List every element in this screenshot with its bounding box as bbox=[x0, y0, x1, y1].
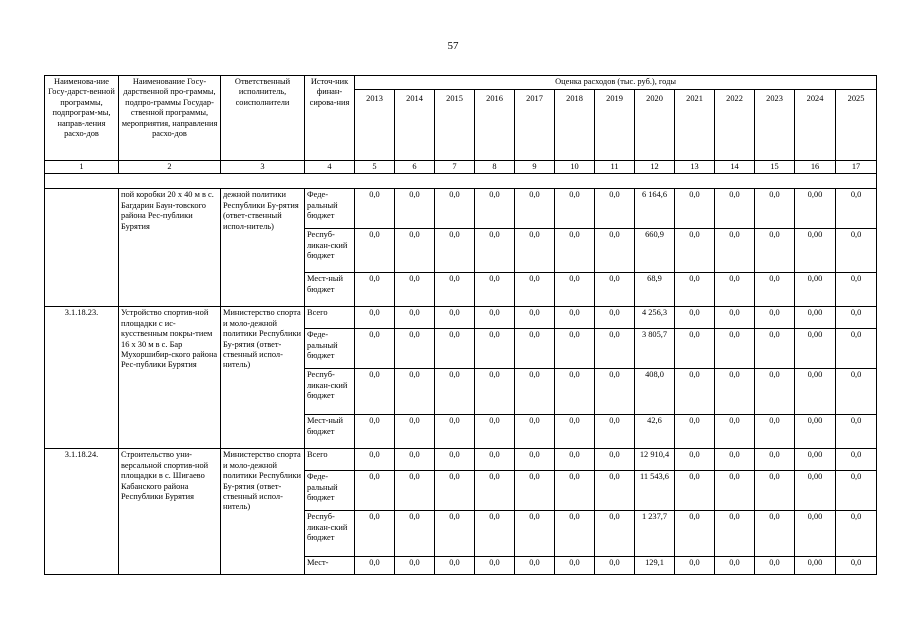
column-number: 17 bbox=[836, 161, 877, 174]
column-number: 2 bbox=[119, 161, 221, 174]
row-value-2021: 0,0 bbox=[675, 189, 715, 229]
row-value-2017: 0,0 bbox=[515, 369, 555, 415]
row-value-2025: 0,0 bbox=[836, 307, 877, 329]
row-value-2021: 0,0 bbox=[675, 511, 715, 557]
row-value-2023: 0,0 bbox=[755, 329, 795, 369]
row-value-2018: 0,0 bbox=[555, 557, 595, 575]
header-estimate: Оценка расходов (тыс. руб.), годы bbox=[355, 76, 877, 90]
row-value-2018: 0,0 bbox=[555, 471, 595, 511]
column-number: 3 bbox=[221, 161, 305, 174]
row-value-2015: 0,0 bbox=[435, 307, 475, 329]
row-value-2023: 0,0 bbox=[755, 229, 795, 273]
column-number: 5 bbox=[355, 161, 395, 174]
header-year-2020: 2020 bbox=[635, 90, 675, 161]
column-number: 10 bbox=[555, 161, 595, 174]
row-value-2016: 0,0 bbox=[475, 511, 515, 557]
column-number: 12 bbox=[635, 161, 675, 174]
row-value-2020: 12 910,4 bbox=[635, 449, 675, 471]
row-value-2025: 0,0 bbox=[836, 329, 877, 369]
header-year-2024: 2024 bbox=[795, 90, 836, 161]
column-number: 13 bbox=[675, 161, 715, 174]
row-value-2020: 4 256,3 bbox=[635, 307, 675, 329]
row-funding-source: Мест-ный бюджет bbox=[305, 415, 355, 449]
row-value-2014: 0,0 bbox=[395, 415, 435, 449]
row-executor: дежной политики Республики Бу-рятия (ответ-ственный испол-нитель) bbox=[221, 189, 305, 307]
column-number: 11 bbox=[595, 161, 635, 174]
row-value-2022: 0,0 bbox=[715, 415, 755, 449]
row-funding-source: Феде-ральный бюджет bbox=[305, 329, 355, 369]
row-value-2024: 0,00 bbox=[795, 189, 836, 229]
row-value-2013: 0,0 bbox=[355, 189, 395, 229]
row-value-2019: 0,0 bbox=[595, 189, 635, 229]
row-value-2013: 0,0 bbox=[355, 449, 395, 471]
row-value-2014: 0,0 bbox=[395, 369, 435, 415]
header-col-executor: Ответственный исполнитель, соисполнители bbox=[221, 76, 305, 161]
row-value-2021: 0,0 bbox=[675, 307, 715, 329]
row-value-2016: 0,0 bbox=[475, 471, 515, 511]
row-value-2021: 0,0 bbox=[675, 557, 715, 575]
row-value-2018: 0,0 bbox=[555, 189, 595, 229]
row-value-2013: 0,0 bbox=[355, 273, 395, 307]
row-funding-source: Всего bbox=[305, 307, 355, 329]
table-row bbox=[45, 307, 877, 329]
row-value-2020: 3 805,7 bbox=[635, 329, 675, 369]
row-value-2025: 0,0 bbox=[836, 189, 877, 229]
row-value-2014: 0,0 bbox=[395, 307, 435, 329]
row-value-2021: 0,0 bbox=[675, 471, 715, 511]
row-value-2020: 1 237,7 bbox=[635, 511, 675, 557]
header-year-2016: 2016 bbox=[475, 90, 515, 161]
row-code: 3.1.18.23. bbox=[45, 307, 119, 449]
row-value-2015: 0,0 bbox=[435, 369, 475, 415]
row-value-2018: 0,0 bbox=[555, 415, 595, 449]
row-value-2025: 0,0 bbox=[836, 229, 877, 273]
row-value-2014: 0,0 bbox=[395, 189, 435, 229]
row-value-2013: 0,0 bbox=[355, 229, 395, 273]
row-value-2014: 0,0 bbox=[395, 511, 435, 557]
row-value-2019: 0,0 bbox=[595, 273, 635, 307]
row-value-2013: 0,0 bbox=[355, 369, 395, 415]
row-value-2024: 0,00 bbox=[795, 471, 836, 511]
row-value-2017: 0,0 bbox=[515, 415, 555, 449]
row-value-2021: 0,0 bbox=[675, 273, 715, 307]
header-col-source: Источ-ник финан-сирова-ния bbox=[305, 76, 355, 161]
row-value-2022: 0,0 bbox=[715, 449, 755, 471]
row-value-2023: 0,0 bbox=[755, 189, 795, 229]
column-number: 4 bbox=[305, 161, 355, 174]
row-value-2020: 11 543,6 bbox=[635, 471, 675, 511]
row-value-2015: 0,0 bbox=[435, 511, 475, 557]
row-value-2021: 0,0 bbox=[675, 229, 715, 273]
row-value-2017: 0,0 bbox=[515, 557, 555, 575]
row-value-2013: 0,0 bbox=[355, 471, 395, 511]
header-year-2015: 2015 bbox=[435, 90, 475, 161]
budget-table bbox=[44, 75, 877, 575]
row-value-2017: 0,0 bbox=[515, 307, 555, 329]
row-value-2019: 0,0 bbox=[595, 329, 635, 369]
row-value-2018: 0,0 bbox=[555, 229, 595, 273]
row-value-2013: 0,0 bbox=[355, 307, 395, 329]
row-value-2025: 0,0 bbox=[836, 471, 877, 511]
row-value-2023: 0,0 bbox=[755, 511, 795, 557]
row-value-2015: 0,0 bbox=[435, 449, 475, 471]
row-value-2022: 0,0 bbox=[715, 471, 755, 511]
row-value-2017: 0,0 bbox=[515, 329, 555, 369]
column-number: 6 bbox=[395, 161, 435, 174]
row-value-2022: 0,0 bbox=[715, 557, 755, 575]
row-value-2019: 0,0 bbox=[595, 449, 635, 471]
row-value-2018: 0,0 bbox=[555, 307, 595, 329]
row-value-2021: 0,0 bbox=[675, 449, 715, 471]
row-funding-source: Феде-ральный бюджет bbox=[305, 189, 355, 229]
header-numbers-row bbox=[45, 161, 877, 174]
row-value-2014: 0,0 bbox=[395, 229, 435, 273]
row-value-2016: 0,0 bbox=[475, 189, 515, 229]
header-year-2019: 2019 bbox=[595, 90, 635, 161]
row-value-2020: 660,9 bbox=[635, 229, 675, 273]
row-funding-source: Респуб-ликан-ский бюджет bbox=[305, 511, 355, 557]
row-value-2020: 129,1 bbox=[635, 557, 675, 575]
row-value-2016: 0,0 bbox=[475, 415, 515, 449]
row-value-2023: 0,0 bbox=[755, 415, 795, 449]
column-number: 14 bbox=[715, 161, 755, 174]
row-value-2025: 0,0 bbox=[836, 557, 877, 575]
row-value-2023: 0,0 bbox=[755, 369, 795, 415]
row-value-2024: 0,00 bbox=[795, 449, 836, 471]
row-value-2019: 0,0 bbox=[595, 511, 635, 557]
row-value-2016: 0,0 bbox=[475, 329, 515, 369]
header-year-2017: 2017 bbox=[515, 90, 555, 161]
row-code bbox=[45, 189, 119, 307]
table-row bbox=[45, 189, 877, 229]
row-value-2021: 0,0 bbox=[675, 329, 715, 369]
header-col-program: Наименова-ние Госу-дарст-венной программы, подпрограм-мы, направ-ления расхо-дов bbox=[45, 76, 119, 161]
row-funding-source: Респуб-ликан-ский бюджет bbox=[305, 369, 355, 415]
column-number: 15 bbox=[755, 161, 795, 174]
header-year-2013: 2013 bbox=[355, 90, 395, 161]
header-year-2021: 2021 bbox=[675, 90, 715, 161]
row-value-2019: 0,0 bbox=[595, 471, 635, 511]
row-value-2016: 0,0 bbox=[475, 307, 515, 329]
row-value-2024: 0,00 bbox=[795, 369, 836, 415]
row-value-2022: 0,0 bbox=[715, 511, 755, 557]
row-value-2016: 0,0 bbox=[475, 229, 515, 273]
row-value-2025: 0,0 bbox=[836, 415, 877, 449]
row-value-2023: 0,0 bbox=[755, 273, 795, 307]
column-number: 7 bbox=[435, 161, 475, 174]
row-value-2020: 408,0 bbox=[635, 369, 675, 415]
row-value-2023: 0,0 bbox=[755, 471, 795, 511]
row-value-2019: 0,0 bbox=[595, 415, 635, 449]
row-value-2025: 0,0 bbox=[836, 449, 877, 471]
row-executor: Министерство спорта и моло-дежной политики Республики Бу-рятия (ответ-ственный испол-нитель) bbox=[221, 449, 305, 575]
row-value-2014: 0,0 bbox=[395, 471, 435, 511]
header-year-2023: 2023 bbox=[755, 90, 795, 161]
row-value-2022: 0,0 bbox=[715, 369, 755, 415]
row-value-2013: 0,0 bbox=[355, 557, 395, 575]
header-year-2014: 2014 bbox=[395, 90, 435, 161]
header-year-2025: 2025 bbox=[836, 90, 877, 161]
row-value-2022: 0,0 bbox=[715, 273, 755, 307]
header-year-2018: 2018 bbox=[555, 90, 595, 161]
row-value-2022: 0,0 bbox=[715, 229, 755, 273]
row-value-2015: 0,0 bbox=[435, 329, 475, 369]
column-number: 1 bbox=[45, 161, 119, 174]
row-value-2017: 0,0 bbox=[515, 189, 555, 229]
row-value-2025: 0,0 bbox=[836, 511, 877, 557]
row-value-2019: 0,0 bbox=[595, 307, 635, 329]
row-value-2015: 0,0 bbox=[435, 557, 475, 575]
row-value-2023: 0,0 bbox=[755, 449, 795, 471]
row-value-2014: 0,0 bbox=[395, 557, 435, 575]
row-value-2013: 0,0 bbox=[355, 415, 395, 449]
row-value-2015: 0,0 bbox=[435, 471, 475, 511]
row-value-2019: 0,0 bbox=[595, 557, 635, 575]
row-funding-source: Мест-ный бюджет bbox=[305, 273, 355, 307]
row-activity-name: пой коробки 20 х 40 м в с. Багдарин Баун-товского района Рес-публики Бурятия bbox=[119, 189, 221, 307]
row-value-2024: 0,00 bbox=[795, 557, 836, 575]
row-value-2021: 0,0 bbox=[675, 415, 715, 449]
row-activity-name: Строительство уни-версальной спортив-ной площадки в с. Шигаево Кабанского района Республики Бурятия bbox=[119, 449, 221, 575]
row-code: 3.1.18.24. bbox=[45, 449, 119, 575]
row-value-2018: 0,0 bbox=[555, 369, 595, 415]
column-number: 9 bbox=[515, 161, 555, 174]
header-year-2022: 2022 bbox=[715, 90, 755, 161]
row-value-2016: 0,0 bbox=[475, 449, 515, 471]
row-value-2022: 0,0 bbox=[715, 307, 755, 329]
row-value-2014: 0,0 bbox=[395, 273, 435, 307]
table-row bbox=[45, 449, 877, 471]
row-value-2024: 0,00 bbox=[795, 229, 836, 273]
row-value-2015: 0,0 bbox=[435, 189, 475, 229]
row-value-2015: 0,0 bbox=[435, 415, 475, 449]
row-value-2015: 0,0 bbox=[435, 273, 475, 307]
row-value-2015: 0,0 bbox=[435, 229, 475, 273]
row-funding-source: Всего bbox=[305, 449, 355, 471]
row-value-2024: 0,00 bbox=[795, 415, 836, 449]
row-activity-name: Устройство спортив-ной площадки с ис-кусственным покры-тием 16 х 30 м в с. Бар Мухоршибир-ского района Рес-публики Бурятия bbox=[119, 307, 221, 449]
row-value-2017: 0,0 bbox=[515, 449, 555, 471]
row-value-2024: 0,00 bbox=[795, 511, 836, 557]
row-value-2017: 0,0 bbox=[515, 229, 555, 273]
column-number: 16 bbox=[795, 161, 836, 174]
column-number: 8 bbox=[475, 161, 515, 174]
separator-row bbox=[45, 174, 877, 189]
row-value-2018: 0,0 bbox=[555, 329, 595, 369]
page-number: 57 bbox=[447, 40, 459, 52]
row-value-2017: 0,0 bbox=[515, 511, 555, 557]
row-value-2014: 0,0 bbox=[395, 329, 435, 369]
row-value-2023: 0,0 bbox=[755, 557, 795, 575]
header-row-main bbox=[45, 76, 877, 90]
row-funding-source: Феде-ральный бюджет bbox=[305, 471, 355, 511]
row-value-2023: 0,0 bbox=[755, 307, 795, 329]
row-value-2019: 0,0 bbox=[595, 369, 635, 415]
row-value-2020: 68,9 bbox=[635, 273, 675, 307]
row-value-2019: 0,0 bbox=[595, 229, 635, 273]
row-value-2024: 0,00 bbox=[795, 329, 836, 369]
header-col-name: Наименование Госу-дарственной про-граммы, подпро-граммы Государ-ственной программы, мероприятия, направления расхо-дов bbox=[119, 76, 221, 161]
row-value-2018: 0,0 bbox=[555, 511, 595, 557]
row-value-2018: 0,0 bbox=[555, 273, 595, 307]
row-funding-source: Респуб-ликан-ский бюджет bbox=[305, 229, 355, 273]
row-value-2013: 0,0 bbox=[355, 511, 395, 557]
row-value-2020: 6 164,6 bbox=[635, 189, 675, 229]
row-value-2024: 0,00 bbox=[795, 273, 836, 307]
row-value-2014: 0,0 bbox=[395, 449, 435, 471]
row-value-2017: 0,0 bbox=[515, 471, 555, 511]
row-value-2021: 0,0 bbox=[675, 369, 715, 415]
row-executor: Министерство спорта и моло-дежной политики Республики Бу-рятия (ответ-ственный испол-нитель) bbox=[221, 307, 305, 449]
row-value-2024: 0,00 bbox=[795, 307, 836, 329]
row-value-2016: 0,0 bbox=[475, 369, 515, 415]
row-value-2016: 0,0 bbox=[475, 557, 515, 575]
row-value-2013: 0,0 bbox=[355, 329, 395, 369]
row-value-2022: 0,0 bbox=[715, 329, 755, 369]
row-value-2025: 0,0 bbox=[836, 369, 877, 415]
row-value-2025: 0,0 bbox=[836, 273, 877, 307]
row-value-2017: 0,0 bbox=[515, 273, 555, 307]
row-value-2018: 0,0 bbox=[555, 449, 595, 471]
row-value-2022: 0,0 bbox=[715, 189, 755, 229]
row-value-2016: 0,0 bbox=[475, 273, 515, 307]
row-value-2020: 42,6 bbox=[635, 415, 675, 449]
row-funding-source: Мест- bbox=[305, 557, 355, 575]
